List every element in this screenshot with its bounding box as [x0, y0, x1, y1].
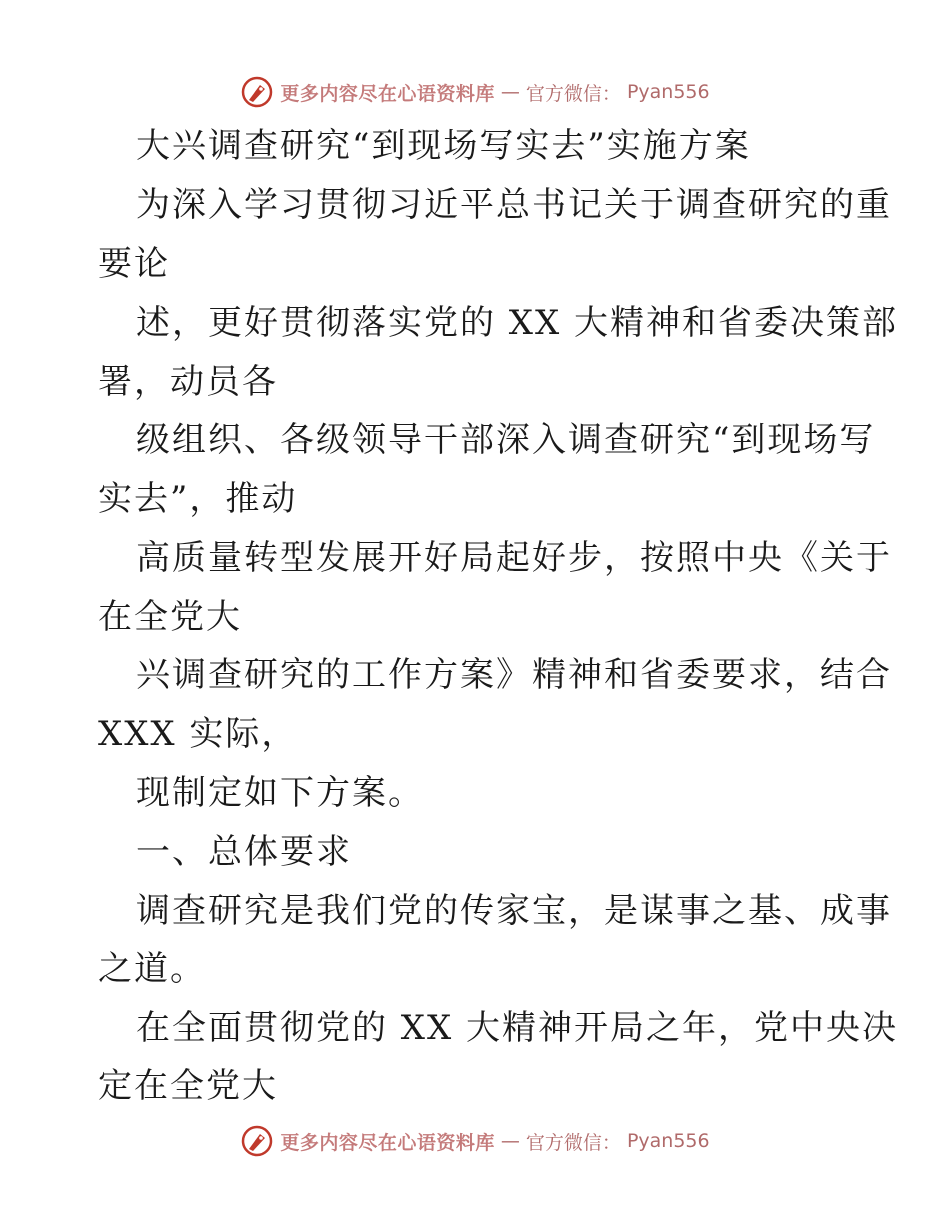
paragraph-line: 定在全党大	[98, 1066, 278, 1106]
banner-dash: —	[500, 81, 520, 103]
footer-banner	[0, 1121, 950, 1161]
paragraph-line: 实去”，推动	[98, 479, 298, 519]
paragraph-line: XXX 实际，	[98, 714, 298, 754]
paragraph-line: 述，更好贯彻落实党的 XX 大精神和省委决策部	[136, 303, 899, 343]
paragraph-line: 为深入学习贯彻习近平总书记关于调查研究的重	[136, 185, 892, 225]
paragraph-line: 要论	[98, 244, 170, 284]
pen-nib-circle-icon	[240, 1124, 274, 1158]
paragraph-line: 调查研究是我们党的传家宝，是谋事之基、成事	[136, 891, 892, 931]
banner-dash: —	[500, 1130, 520, 1152]
section-heading: 一、总体要求	[136, 832, 352, 872]
paragraph-line: 高质量转型发展开好局起好步，按照中央《关于	[136, 538, 892, 578]
header-banner	[0, 72, 950, 112]
paragraph-line: 在全党大	[98, 597, 242, 637]
paragraph-line: 现制定如下方案。	[136, 773, 424, 813]
paragraph-line: 署，动员各	[98, 362, 278, 402]
paragraph-line: 在全面贯彻党的 XX 大精神开局之年，党中央决	[136, 1008, 899, 1048]
paragraph-line: 之道。	[98, 949, 206, 989]
banner-wechat-id: Pyan556	[626, 81, 710, 103]
paragraph-line: 兴调查研究的工作方案》精神和省委要求，结合	[136, 655, 892, 695]
pen-nib-circle-icon	[240, 75, 274, 109]
document-title: 大兴调查研究“到现场写实去”实施方案	[136, 126, 751, 166]
banner-wechat-label: 官方微信：	[525, 1131, 621, 1154]
paragraph-line: 级组织、各级领导干部深入调查研究“到现场写	[136, 420, 876, 460]
banner-wechat-label: 官方微信：	[525, 82, 621, 105]
banner-wechat-id: Pyan556	[626, 1130, 710, 1152]
banner-site-text: 更多内容尽在心语资料库	[280, 82, 495, 105]
banner-site-text: 更多内容尽在心语资料库	[280, 1131, 495, 1154]
